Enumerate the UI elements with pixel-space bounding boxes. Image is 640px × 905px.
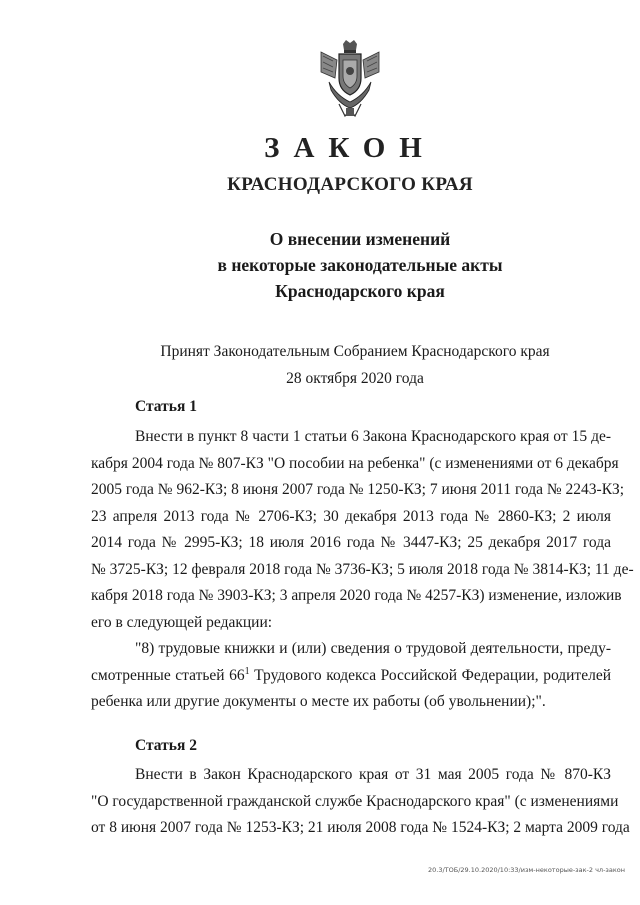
text-line: Внести в Закон Краснодарского края от 31 мая 2005 года № 870-КЗ — [135, 766, 611, 783]
quote-line — [91, 663, 611, 690]
superscript: 1 — [244, 665, 250, 677]
law-subject-line: в некоторые законодательные акты — [217, 255, 503, 275]
quote-line: "8) трудовые книжки и (или) сведения о трудовой деятельности, преду- — [135, 640, 611, 657]
text-line: "О государственной гражданской службе Краснодарского края" (с изменениями — [91, 792, 619, 810]
article-2-text — [91, 762, 630, 842]
article-1-heading: Статья 1 — [135, 398, 197, 415]
adoption-date: 28 октября 2020 года — [286, 370, 424, 387]
text-line: от 8 июня 2007 года № 1253-КЗ; 21 июля 2008 года № 1524-КЗ; 2 марта 2009 года — [91, 819, 630, 836]
document-footer-meta: 20.3/ТОБ/29.10.2020/10:33/изм-некоторые-зак-2 чл-закон — [428, 866, 626, 874]
text-line: кабря 2004 года № 807-КЗ "О пособии на ребенка" (с изменениями от 6 декабря — [91, 454, 619, 472]
law-subject-line: О внесении изменений — [269, 229, 451, 249]
law-subject — [0, 226, 640, 304]
adoption-body: Принят Законодательным Собранием Краснодарского края — [160, 343, 550, 360]
law-region: КРАСНОДАРСКОГО КРАЯ — [227, 174, 473, 195]
quote-text: смотренные статьей 66 — [91, 666, 245, 684]
text-line: 2005 года № 962-КЗ; 8 июня 2007 года № 1250-КЗ; 7 июня 2011 года № 2243-КЗ; — [91, 481, 625, 498]
law-subject-line: Краснодарского края — [275, 281, 445, 301]
article-2-heading: Статья 2 — [135, 737, 197, 754]
text-line: кабря 2018 года № 3903-КЗ; 3 апреля 2020 года № 4257-КЗ) изменение, изложив — [91, 587, 622, 604]
article-1-text — [91, 424, 634, 716]
text-line: 2014 года № 2995-КЗ; 18 июля 2016 года № 3447-КЗ; 25 декабря 2017 года — [91, 534, 611, 551]
text-line: № 3725-КЗ; 12 февраля 2018 года № 3736-КЗ; 5 июля 2018 года № 3814-КЗ; 11 де- — [91, 560, 634, 578]
text-line: его в следующей редакции: — [91, 613, 273, 631]
quote-text: Трудового кодекса Российской Федерации, родителей — [249, 666, 611, 684]
law-title: ЗАКОН — [264, 132, 436, 164]
quote-line: ребенка или другие документы о месте их работы (об увольнении);". — [91, 693, 546, 710]
text-line: 23 апреля 2013 года № 2706-КЗ; 30 декабря 2013 года № 2860-КЗ; 2 июля — [91, 507, 611, 525]
text-line: Внести в пункт 8 части 1 статьи 6 Закона Краснодарского края от 15 де- — [135, 428, 611, 445]
coat-of-arms-icon — [315, 38, 385, 120]
adoption-note — [0, 338, 640, 392]
